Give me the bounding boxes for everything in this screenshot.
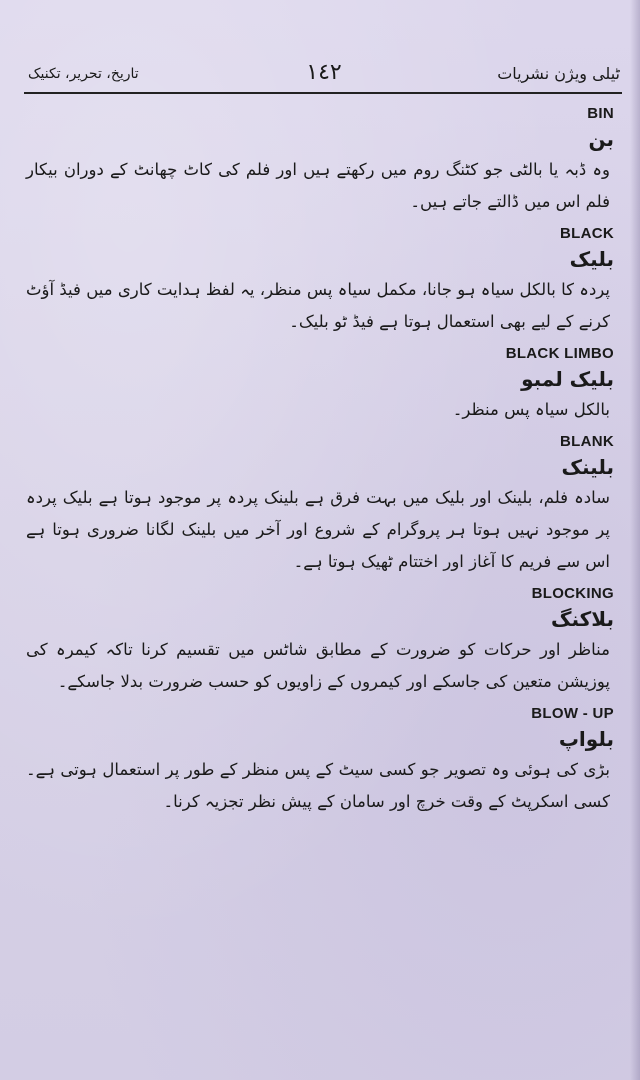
term-definition: سادہ فلم، بلینک اور بلیک میں بہت فرق ہے بلینک پردہ پر موجود ہوتا ہے بلیک پردہ پر موجود نہیں ہوتا ہر پروگرام کے شروع اور آخر میں بلینک لگانا ضروری ہوتا ہے اس سے فریم کا آغاز اور اختتام ٹھیک ہوتا ہے۔ [26, 488, 610, 571]
entry-black [24, 224, 614, 338]
term-english: BLANK [560, 433, 614, 450]
term-definition: پردہ کا بالکل سیاہ ہو جانا، مکمل سیاہ پس منظر، یہ لفظ ہدایت کاری میں فیڈ آؤٹ کرنے کے لیے بھی استعمال ہوتا ہے فیڈ ٹو بلیک۔ [26, 280, 610, 331]
header-rule [24, 92, 622, 94]
term-english: BLACK LIMBO [505, 345, 614, 362]
term-urdu: بلینک [561, 455, 614, 479]
running-header [28, 58, 620, 90]
header-subtitle: تاریخ، تحریر، تکنیک [28, 66, 139, 82]
entry-blocking [24, 584, 614, 698]
entry-bin [24, 104, 614, 218]
term-english: BLACK [560, 225, 614, 242]
term-urdu: بلاکنگ [551, 607, 614, 631]
entry-blank [24, 432, 614, 578]
header-book-title: ٹیلی ویژن نشریات [497, 64, 620, 83]
term-urdu: بلواپ [558, 727, 614, 751]
entry-black-limbo [24, 344, 614, 426]
glossary-entries [24, 100, 614, 824]
term-english: BLOCKING [531, 585, 614, 602]
page-number: ١٤٢ [306, 60, 342, 85]
page-edge-shadow [630, 0, 640, 1080]
term-urdu: بلیک لمبو [521, 367, 614, 391]
term-definition: بڑی کی ہوئی وہ تصویر جو کسی سیٹ کے پس منظر کے طور پر استعمال ہوتی ہے۔ کسی اسکرپٹ کے وقت خرچ اور سامان کے پیش نظر تجزیہ کرنا۔ [26, 760, 610, 811]
term-urdu: بلیک [569, 247, 614, 271]
term-urdu: بن [588, 127, 614, 151]
term-definition: مناظر اور حرکات کو ضرورت کے مطابق شاٹس میں تقسیم کرنا تاکہ کیمرہ کی پوزیشن متعین کی جاسکے اور کیمروں کے زاویوں کو حسب ضرورت بدلا جاسکے۔ [26, 640, 610, 691]
term-definition: بالکل سیاہ پس منظر۔ [452, 400, 610, 419]
entry-blow-up [24, 704, 614, 818]
term-definition: وہ ڈبہ یا بالٹی جو کٹنگ روم میں رکھتے ہیں اور فلم کی کاٹ چھانٹ کے دوران بیکار فلم اس میں ڈالتے جاتے ہیں۔ [26, 160, 610, 211]
term-english: BLOW - UP [531, 705, 614, 722]
term-english: BIN [587, 105, 614, 122]
